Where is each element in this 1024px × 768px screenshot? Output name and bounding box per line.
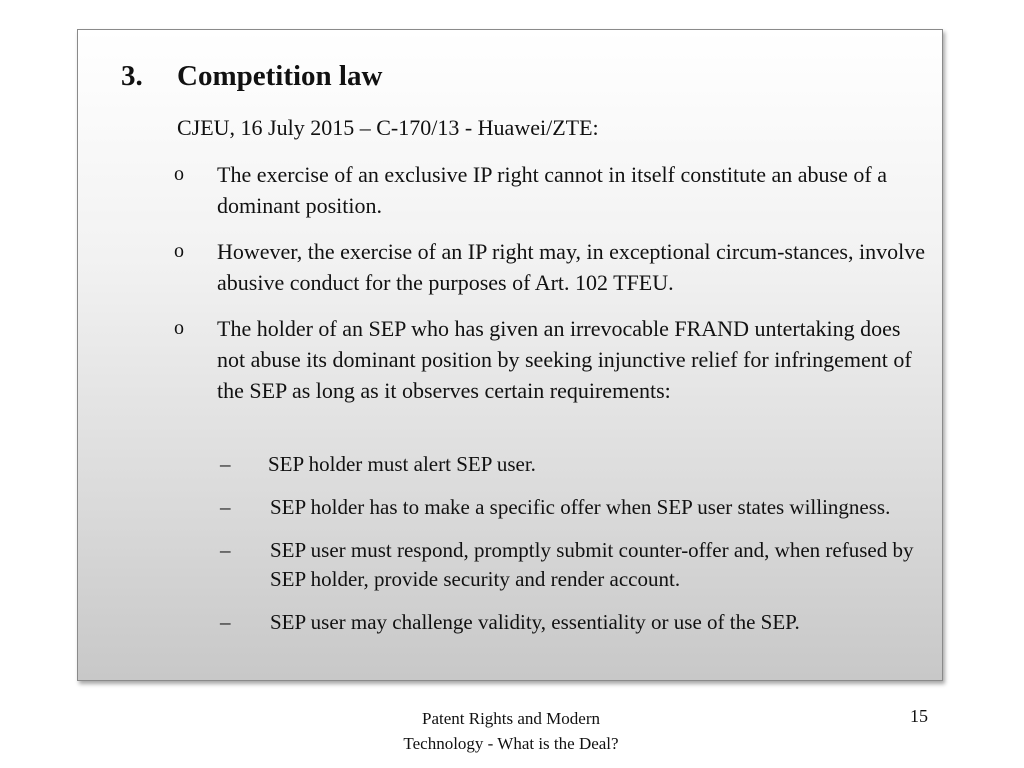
bullet-circle-icon: o	[174, 317, 184, 339]
list-item	[170, 236, 930, 298]
bullet-text: The holder of an SEP who has given an irrevocable FRAND untertaking does not abuse its dominant position by seeking injunctive relief for infringement of the SEP as long as it observes certain requirements:	[217, 316, 912, 403]
dash-bullet-icon: –	[220, 610, 231, 634]
page-number: 15	[910, 706, 928, 726]
section-heading	[121, 60, 382, 93]
bullet-text: However, the exercise of an IP right may, in exceptional circum-stances, involve abusive conduct for the purposes of Art. 102 TFEU.	[217, 239, 925, 295]
list-item	[170, 313, 930, 406]
list-item	[218, 493, 918, 522]
bullet-text: The exercise of an exclusive IP right cannot in itself constitute an abuse of a dominant position.	[217, 162, 887, 218]
requirement-text: SEP holder has to make a specific offer when SEP user states willingness.	[270, 495, 891, 519]
requirement-text: SEP user may challenge validity, essentiality or use of the SEP.	[270, 610, 800, 634]
requirement-text: SEP user must respond, promptly submit counter-offer and, when refused by SEP holder, provide security and render account.	[270, 538, 914, 591]
list-item	[170, 159, 930, 221]
footer-title-line: Patent Rights and Modern	[421, 709, 600, 728]
bullet-list	[170, 159, 930, 421]
list-item	[218, 536, 918, 594]
bullet-circle-icon: o	[174, 240, 184, 262]
list-item	[218, 450, 918, 479]
bullet-circle-icon: o	[174, 163, 184, 185]
case-reference: CJEU, 16 July 2015 – C-170/13 - Huawei/ZTE:	[177, 115, 599, 140]
section-number: 3.	[121, 60, 143, 92]
section-title: Competition law	[177, 60, 383, 92]
list-item	[218, 608, 918, 637]
requirements-list	[218, 450, 918, 651]
slide-content-box	[77, 29, 943, 681]
dash-bullet-icon: –	[220, 495, 231, 519]
dash-bullet-icon: –	[220, 538, 231, 562]
footer-title-line: Technology - What is the Deal?	[403, 734, 619, 753]
requirement-text: SEP holder must alert SEP user.	[268, 452, 536, 476]
dash-bullet-icon: –	[220, 452, 231, 476]
footer-title	[350, 706, 672, 756]
